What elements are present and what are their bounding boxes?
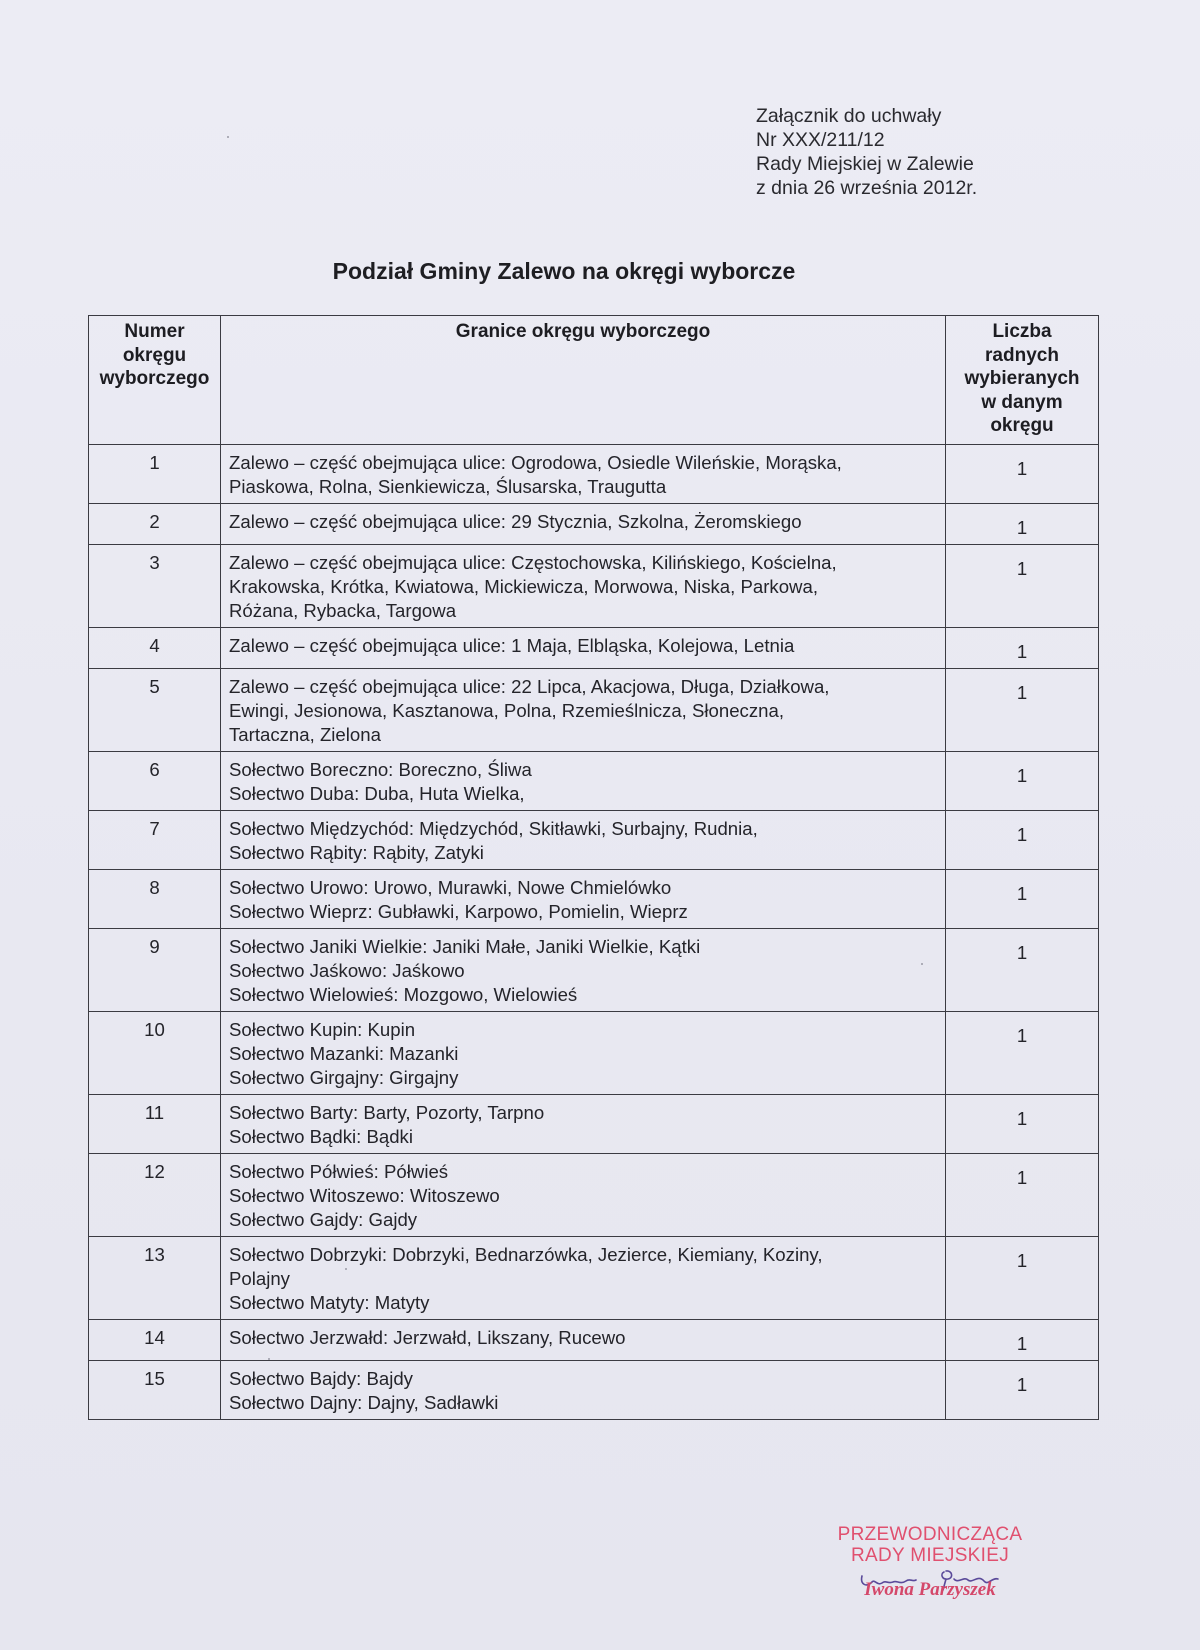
boundary-line: Sołectwo Girgajny: Girgajny [229,1066,459,1088]
boundary-line: Piaskowa, Rolna, Sienkiewicza, Ślusarska, Traugutta [229,475,667,497]
boundary-line: Sołectwo Rąbity: Rąbity, Zatyki [229,841,484,863]
table-row [89,627,1099,668]
boundary-line: Sołectwo Matyty: Matyty [229,1291,430,1313]
boundary-line: Sołectwo Mazanki: Mazanki [229,1042,459,1064]
district-boundaries [221,1319,946,1360]
district-number: 15 [89,1360,221,1419]
table-row [89,668,1099,751]
district-number: 2 [89,503,221,544]
boundary-line: Sołectwo Barty: Barty, Pozorty, Tarpno [229,1101,545,1123]
councillor-count: 1 [946,444,1099,503]
header-councillor-count [946,316,1099,445]
boundary-line: Sołectwo Witoszewo: Witoszewo [229,1184,500,1206]
boundary-line: Sołectwo Dajny: Dajny, Sadławki [229,1391,499,1413]
header-line: okręgu [122,344,187,366]
table-row [89,1360,1099,1419]
header-line: Numer [124,321,185,342]
boundary-line: Sołectwo Gajdy: Gajdy [229,1208,418,1230]
district-number: 4 [89,627,221,668]
table-row [89,928,1099,1011]
councillor-count: 1 [946,1319,1099,1360]
stamp-title-line: PRZEWODNICZĄCA [837,1524,1023,1545]
annex-line: Nr XXX/211/12 [756,129,885,151]
councillor-count: 1 [946,1236,1099,1319]
councillor-count: 1 [946,1360,1099,1419]
header-line: radnych [985,344,1059,366]
councillor-count: 1 [946,1011,1099,1094]
boundary-line: Sołectwo Boreczno: Boreczno, Śliwa [229,758,532,780]
councillor-count: 1 [946,810,1099,869]
boundary-line: Sołectwo Wieprz: Gubławki, Karpowo, Pomielin, Wieprz [229,900,688,922]
district-number: 3 [89,544,221,627]
councillor-count: 1 [946,503,1099,544]
district-boundaries [221,751,946,810]
district-boundaries [221,1011,946,1094]
table-row [89,503,1099,544]
scan-speck [227,136,229,138]
boundary-line: Sołectwo Duba: Duba, Huta Wielka, [229,782,525,804]
boundary-line: Krakowska, Krótka, Kwiatowa, Mickiewicza, Morwowa, Niska, Parkowa, [229,575,818,597]
councillor-count: 1 [946,1153,1099,1236]
district-number: 7 [89,810,221,869]
boundary-line: Sołectwo Urowo: Urowo, Murawki, Nowe Chmielówko [229,876,672,898]
district-boundaries [221,869,946,928]
councillor-count: 1 [946,544,1099,627]
table-row [89,1153,1099,1236]
district-number: 10 [89,1011,221,1094]
boundary-line: Sołectwo Kupin: Kupin [229,1018,416,1040]
header-line: w danym [981,391,1063,413]
table-row [89,1319,1099,1360]
table-row [89,1236,1099,1319]
district-number: 9 [89,928,221,1011]
boundary-line: Zalewo – część obejmująca ulice: 1 Maja, Elbląska, Kolejowa, Letnia [229,634,795,656]
district-boundaries [221,503,946,544]
header-district-boundaries [221,316,946,445]
boundary-line: Zalewo – część obejmująca ulice: 29 Stycznia, Szkolna, Żeromskiego [229,510,802,532]
councillor-count: 1 [946,928,1099,1011]
annex-line: z dnia 26 września 2012r. [756,177,978,199]
boundary-line: Ewingi, Jesionowa, Kasztanowa, Polna, Rzemieślnicza, Słoneczna, [229,699,784,721]
district-boundaries [221,1236,946,1319]
boundary-line: Sołectwo Bądki: Bądki [229,1125,413,1147]
boundary-line: Różana, Rybacka, Targowa [229,599,457,621]
councillor-count: 1 [946,1094,1099,1153]
district-boundaries [221,928,946,1011]
councillor-count: 1 [946,751,1099,810]
signer-name: Iwona Parzyszek [864,1579,996,1600]
district-number: 5 [89,668,221,751]
boundary-line: Sołectwo Janiki Wielkie: Janiki Małe, Janiki Wielkie, Kątki [229,935,701,957]
boundary-line: Sołectwo Bajdy: Bajdy [229,1367,413,1389]
header-line: wyborczego [99,368,210,389]
district-boundaries [221,810,946,869]
district-number: 13 [89,1236,221,1319]
boundary-line: Zalewo – część obejmująca ulice: Ogrodowa, Osiedle Wileńskie, Morąska, [229,451,842,473]
table-row [89,810,1099,869]
boundary-line: Zalewo – część obejmująca ulice: 22 Lipca, Akacjowa, Długa, Działkowa, [229,675,830,697]
boundary-line: Sołectwo Jaśkowo: Jaśkowo [229,959,465,981]
district-number: 6 [89,751,221,810]
annex-line: Załącznik do uchwały [756,105,942,127]
table-row [89,1011,1099,1094]
chairwoman-stamp [810,1524,1050,1600]
district-boundaries [221,544,946,627]
header-line: Liczba [992,321,1052,342]
table-row [89,869,1099,928]
electoral-districts-table [88,315,1099,1420]
councillor-count: 1 [946,668,1099,751]
boundary-line: Zalewo – część obejmująca ulice: Częstochowska, Kilińskiego, Kościelna, [229,551,837,573]
district-number: 8 [89,869,221,928]
district-number: 11 [89,1094,221,1153]
header-line: okręgu [990,415,1054,436]
boundary-line: Polajny [229,1267,290,1289]
district-boundaries [221,1094,946,1153]
councillor-count: 1 [946,869,1099,928]
district-number: 14 [89,1319,221,1360]
district-boundaries [221,627,946,668]
annex-reference [756,104,977,200]
header-line: wybieranych [964,368,1080,389]
councillor-count: 1 [946,627,1099,668]
table-row [89,544,1099,627]
header-line: Granice okręgu wyborczego [455,321,711,342]
boundary-line: Sołectwo Wielowieś: Mozgowo, Wielowieś [229,983,578,1005]
boundary-line: Tartaczna, Zielona [229,723,381,745]
document-title: Podział Gminy Zalewo na okręgi wyborcze [332,258,796,284]
district-boundaries [221,1153,946,1236]
header-district-number [89,316,221,445]
district-number: 12 [89,1153,221,1236]
table-header-row [89,316,1099,445]
boundary-line: Sołectwo Międzychód: Międzychód, Skitławki, Surbajny, Rudnia, [229,817,758,839]
table-row [89,751,1099,810]
district-boundaries [221,444,946,503]
stamp-title-line: RADY MIEJSKIEJ [851,1545,1009,1566]
district-boundaries [221,668,946,751]
boundary-line: Sołectwo Półwieś: Półwieś [229,1160,449,1182]
boundary-line: Sołectwo Jerzwałd: Jerzwałd, Likszany, Rucewo [229,1326,626,1348]
table-row [89,444,1099,503]
table-row [89,1094,1099,1153]
boundary-line: Sołectwo Dobrzyki: Dobrzyki, Bednarzówka, Jezierce, Kiemiany, Koziny, [229,1243,823,1265]
annex-line: Rady Miejskiej w Zalewie [756,153,974,175]
district-number: 1 [89,444,221,503]
district-boundaries [221,1360,946,1419]
